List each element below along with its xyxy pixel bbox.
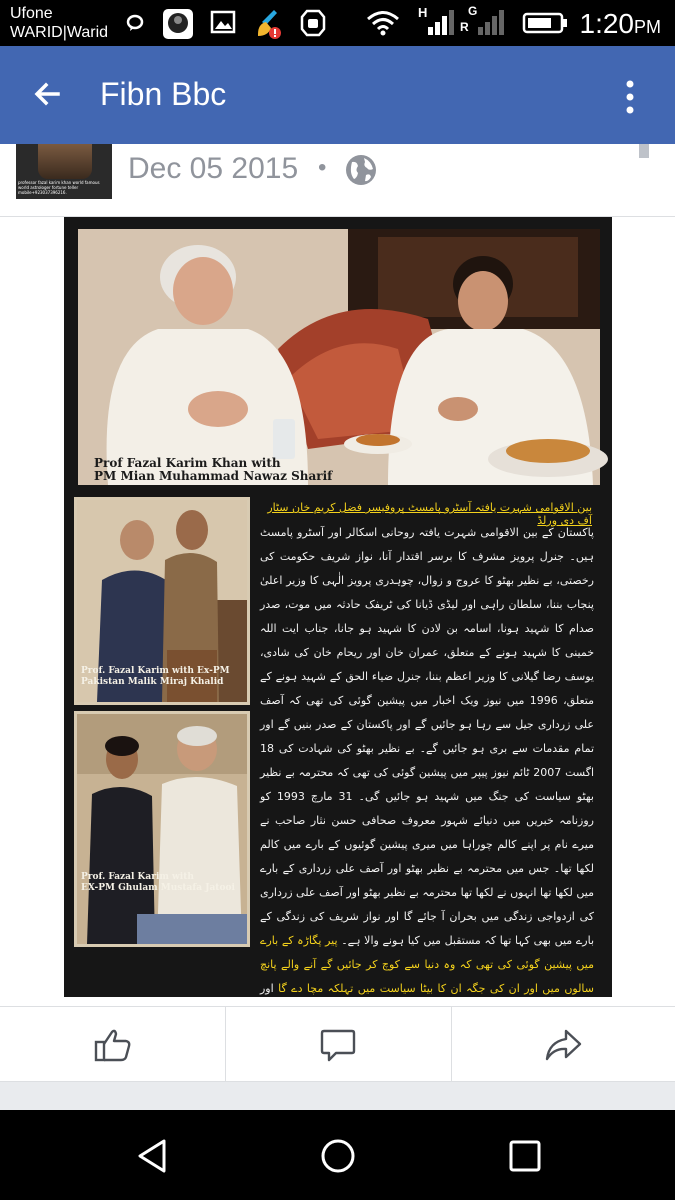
signal-strength-2-icon [470,8,504,38]
back-arrow-icon[interactable] [32,79,62,109]
status-bar [0,0,675,46]
post-actions [0,1006,675,1082]
cleaner-icon [254,8,284,40]
back-triangle-icon[interactable] [136,1138,170,1174]
left1-caption-line2: Pakistan Malik Miraj Khalid [81,677,224,687]
photo-mustafa-jatoi [74,711,250,947]
chat-bubble-icon [125,8,145,36]
signal-strength-icon [420,8,454,38]
overflow-menu-icon[interactable] [625,80,635,114]
photo-scene [78,229,600,485]
photo-nawaz-sharif [78,229,600,485]
system-nav-bar [0,1110,675,1200]
author-avatar[interactable] [16,144,112,199]
share-icon [543,1025,583,1065]
comment-button[interactable] [225,1007,450,1083]
like-button[interactable] [0,1007,225,1083]
signal1-label: H [418,5,428,20]
avatar-caption: professor fazal karim khan world famous world astrologer fortune teller mobile+923037396216. [18,180,100,195]
carrier-label [10,4,108,42]
post-image[interactable] [64,217,612,997]
left1-caption [81,666,230,688]
article-heading: بین الاقوامی شہرت یافتہ آسٹرو پامسٹ پروفیسر فضل کریم خان سٹار آف دی ورلڈ [267,501,592,527]
share-button[interactable] [450,1007,675,1083]
left2-caption-line1: Prof. Fazal Karim with [81,872,194,882]
gallery-icon [210,8,236,36]
post-image-card [0,216,675,1006]
battery-icon [522,8,568,38]
clock [580,8,662,40]
post-menu-icon[interactable] [639,144,649,158]
left2-caption-line2: EX-PM Ghulam Mustafa Jatooi [81,883,235,893]
home-circle-icon[interactable] [320,1138,356,1174]
globe-icon [344,153,378,187]
top-caption-line2: PM Mian Muhammad Nawaz Sharif [94,469,333,483]
block-icon [300,8,326,38]
feed-spacer [0,1082,675,1110]
wifi-icon [365,8,401,38]
comment-icon [318,1025,358,1065]
clock-time: 1:20 [579,8,634,39]
left2-caption [81,872,235,894]
carrier-line2: WARID|Warid [10,24,109,41]
article-body-part1: پاکستان کے بین الاقوامی شہرت یافتہ روحانی اسکالر اور آسٹرو پامسٹ ہیں۔ جنرل پرویز مشرف کا برسر اقتدار آنا، نواز شریف حکومت کی رخصتی، بے نظیر بھٹو کا عروج و زوال، چوہدری پرویز الٰہی کا وزیر اعلیٰ پنجاب بننا، سلطان راہی اور لیڈی ڈیانا کی ٹریفک حادثہ میں موت، صدر صدام کا شہید ہونا، اسامہ بن لادن کا شہید ہو جانا، جناب ایت اللہ خمینی کا شہید ہونے کے متعلق، عمران خان اور ریحام خان کی شادی، یوسف رضا گیلانی کا وزیر اعظم بننا، جنرل ضیاء الحق کے شہید ہونے کے متعلق، 1996 میں نیوز ویک اخبار میں پیشین گوئی کی تھی کہ آصف علی زرداری جیل سے رہا ہو جائیں گے اور پاکستان کے صدر بنیں گے اور تمام مقدمات سے بری ہو جائیں گے۔ بے نظیر بھٹو کی شہادت کی 18 اگست 2007 ٹائم نیوز پیپر میں پیشین گوئی کی تھی کہ محترمہ بے نظیر بھٹو سیاست کی جنگ میں شہید ہو جائیں گی۔ 31 مارچ 1993 کو روزنامہ خبریں میں دنیائے شہور معروف صحافی حسن نثار صاحب نے میرے نام پر اپنے کالم چوراہا میں میری پیشین گوئیوں کے بارے میں کالم لکھا تھا۔ جس میں محترمہ بے نظیر بھٹو اور آصف علی زرداری کے بارے میں لکھا تھا انہوں نے لکھا تھا محترمہ بے نظیر بھٹو اور آصف علی زرداری کی ازدواجی زندگی میں بحران آ جائے گا اور نواز شریف کی زندگی کے بارے میں بھی کہا تھا کہ مستقبل میں کیا ہونے والا ہے۔ [260,526,595,947]
app-avatar-icon [162,8,194,40]
photo-miraj-khalid [74,497,250,705]
article-body [260,521,595,995]
top-photo-caption [94,457,332,483]
date-separator: • [318,154,327,181]
like-icon [93,1025,133,1065]
photo-scene-3 [77,714,247,944]
clock-ampm: PM [634,17,661,37]
recents-square-icon[interactable] [508,1138,542,1174]
signal2-label-top: G [468,4,478,18]
top-caption-line1: Prof Fazal Karim Khan with [94,456,281,470]
signal2-label-bottom: R [460,20,469,34]
article-body-highlight: پیر پگاڑہ کے بارے میں پیشین گوئی کی تھی کہ وہ دنیا سے کوچ کر جائیں گے آنے والے پانچ سالوں میں اور ان کی جگہ ان کا بیٹا سیاست میں تہلکہ مچا دے گا [260,934,594,995]
page-title: Fibn Bbc [100,76,227,112]
avatar-portrait [38,144,92,179]
post-date[interactable]: Dec 05 2015 [128,152,299,185]
left1-caption-line1: Prof. Fazal Karim with Ex-PM [81,666,230,676]
app-bar [0,46,675,144]
post-header [0,144,675,216]
carrier-line1: Ufone [10,5,53,22]
article-body-part2: اور [260,982,274,995]
